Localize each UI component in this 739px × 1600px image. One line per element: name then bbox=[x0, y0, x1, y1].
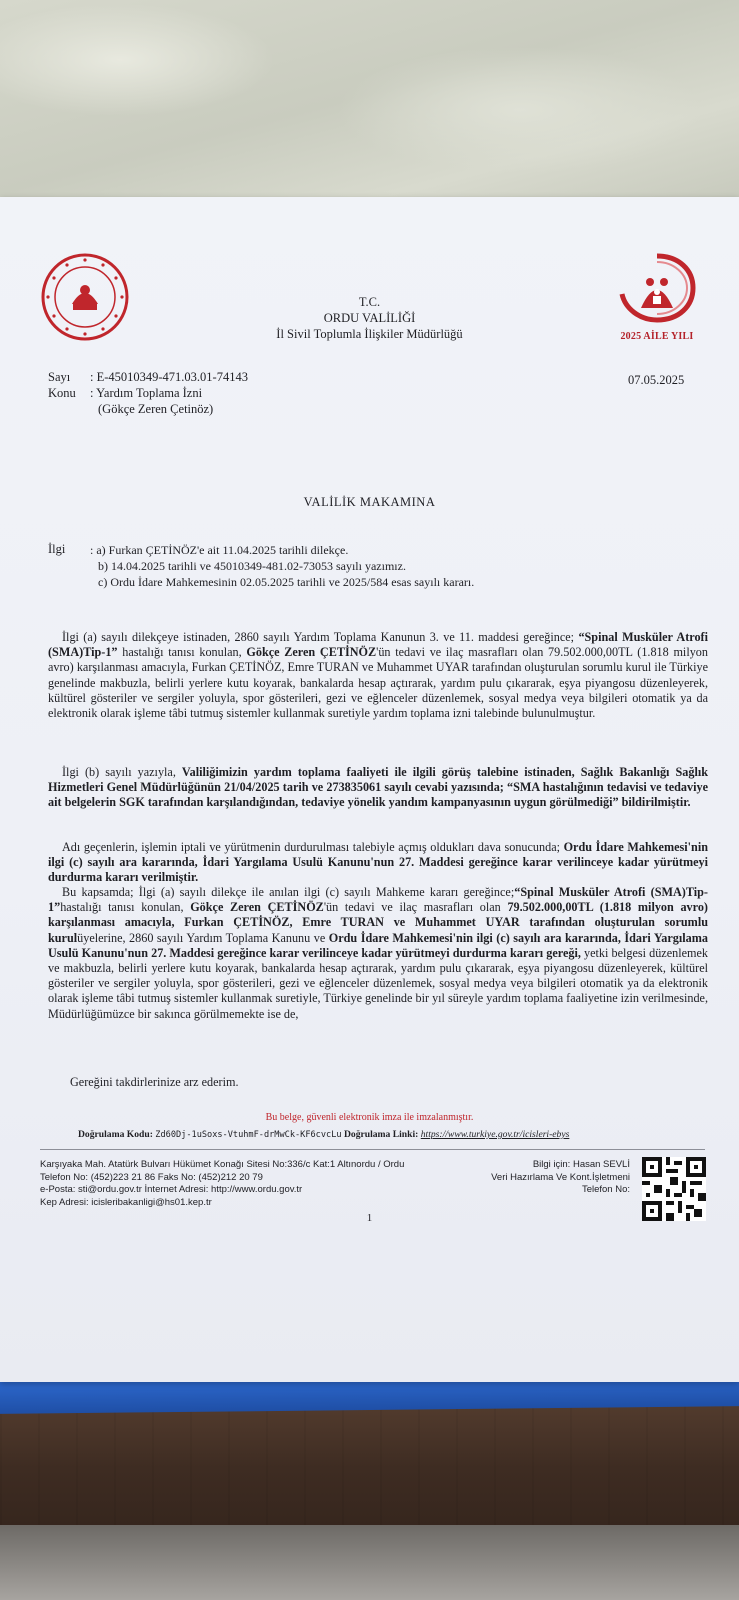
header-mudurluk: İl Sivil Toplumla İlişkiler Müdürlüğü bbox=[276, 327, 463, 341]
footer-address-line: Karşıyaka Mah. Atatürk Bulvarı Hükümet Konağı Sitesi No:336/c Kat:1 Altınordu / Ordu bbox=[40, 1159, 405, 1170]
addressee: VALİLİK MAKAMINA bbox=[303, 495, 436, 509]
paragraph-3: Adı geçenlerin, işlemin iptali ve yürütmenin durdurulması talebiyle açmış oldukları dava sonucunda; Ordu İdare Mahkemesi'nin ilgi (c) sayılı ara kararında, İdari Yargılama Usulü Kanunu'nun 27. Maddesi gereğince karar verilinceye kadar yürütmeyi durdurma kararı verilmiştir. bbox=[48, 840, 708, 885]
footer-email-line: e-Posta: sti@ordu.gov.tr İnternet Adresi: http://www.ordu.gov.tr bbox=[40, 1184, 303, 1195]
ilgi-item-b: b) 14.04.2025 tarihli ve 45010349-481.02-73053 sayılı yazımız. bbox=[98, 559, 406, 573]
paragraph-2: İlgi (b) sayılı yazıyla, Valiliğimizin yardım toplama faaliyeti ile ilgili görüş talebine istinaden, Sağlık Bakanlığı Sağlık Hizmetleri Genel Müdürlüğünün 21/04/2025 tarih ve 273835061 sayılı cevabi yazısında; “SMA hastalığının tedavisi ve tedaviye ait belgelerin SGK tarafından karşılandığından, tedaviye yönelik yandım kampanyasının uygun görülmediği” bildirilmiştir. bbox=[48, 765, 708, 810]
ilgi-item-c: c) Ordu İdare Mahkemesinin 02.05.2025 tarihli ve 2025/584 esas sayılı kararı. bbox=[98, 575, 475, 589]
sayi-value: : E-45010349-471.03.01-74143 bbox=[90, 370, 248, 384]
esign-note: Bu belge, güvenli elektronik imza ile imzalanmıştır. bbox=[265, 1112, 474, 1123]
footer-phone-label: Telefon No: bbox=[581, 1184, 630, 1195]
paragraph-1: İlgi (a) sayılı dilekçeye istinaden, 2860 sayılı Yardım Toplama Kanunun 3. ve 11. maddesi gereğince; “Spinal Musküler Atrofi (SMA)Tip-1” hastalığı tanısı konulan, Gökçe Zeren ÇETİNÖZ'ün tedavi ve ilaç masrafları olan 79.502.000,00TL (1.818 milyon avro) karşılanması amacıyla, Furkan ÇETİNÖZ, Emre TURAN ve Muhammet UYAR tarafından oluşturulan sorumlu kurul ile Türkiye genelinde makbuzla, belirli yerlere kutu koyarak, bankalarda hesap açtırarak, yardım pulu çıkararak, eşya piyangosu düzenleyerek, kültürel gösteriler ve sergiler yoluyla, spor gösterileri, gezi ve eğlenceler düzenlemek, sosyal medya veya bilgileri otomatik ya da elektronik olarak işleme tâbi tutmuş sistemler kullanmak suretiyle yardım toplama izni talebinde bulunulmuştur. bbox=[48, 630, 708, 721]
aile-yili-label: 2025 AİLE YILI bbox=[620, 331, 694, 342]
footer-role-line: Veri Hazırlama Ve Kont.İşletmeni bbox=[491, 1171, 630, 1183]
official-letter bbox=[0, 197, 739, 1382]
footer-kep-line: Kep Adresi: icisleribakanligi@hs01.kep.tr bbox=[40, 1196, 212, 1208]
konu-value-2: (Gökçe Zeren Çetinöz) bbox=[98, 402, 214, 416]
ilgi-item-a: : a) Furkan ÇETİNÖZ'e ait 11.04.2025 tarihli dilekçe. bbox=[90, 543, 349, 557]
konu-label: Konu bbox=[48, 386, 76, 400]
verify-link[interactable]: https://www.turkiye.gov.tr/icisleri-ebys bbox=[420, 1129, 570, 1140]
header-valilik: ORDU VALİLİĞİ bbox=[323, 311, 416, 325]
page-number: 1 bbox=[366, 1212, 373, 1224]
footer-address bbox=[40, 1159, 404, 1209]
footer-contact bbox=[440, 1159, 630, 1197]
verification-line bbox=[78, 1129, 569, 1140]
document-date: 07.05.2025 bbox=[628, 373, 685, 387]
sayi-label: Sayı bbox=[48, 370, 71, 384]
floor-background bbox=[0, 1525, 739, 1600]
header-tc: T.C. bbox=[358, 295, 381, 309]
verify-code-label: Doğrulama Kodu: bbox=[78, 1129, 153, 1140]
ilgi-label: İlgi bbox=[48, 542, 66, 556]
paragraph-4: Bu kapsamda; İlgi (a) sayılı dilekçe ile anılan ilgi (c) sayılı Mahkeme kararı gereğince;“Spinal Musküler Atrofi (SMA)Tip-1”hastalığı tanısı konulan, Gökçe Zeren ÇETİNÖZ'ün tedavi ve ilaç masrafları olan 79.502.000,00TL (1.818 milyon avro) karşılanması amacıyla, Furkan ÇETİNÖZ, Emre TURAN ve Muhammet UYAR tarafından oluşturulan sorumlu kurulüyelerine, 2860 sayılı Yardım Toplama Kanunu ve Ordu İdare Mahkemesi'nin ilgi (c) sayılı ara kararında, İdari Yargılama Usulü Kanunu'nun 27. Maddesi gereğince karar verilinceye kadar yürütmeyi durdurma kararı gereği, yetki belgesi düzenlemek ve makbuzla, belirli yerlere kutu koyarak, bankalarda hesap açtırarak, yardım pulu çıkararak, eşya piyangosu düzenleyerek, kültürel gösteriler ve sergiler yoluyla, spor gösterileri, gezi ve eğlenceler düzenlemek, sosyal medya veya bilgileri otomatik ya da elektronik olarak işleme tâbi tutmuş sistemler kullanmak suretiyle, Türkiye genelinde bir yıl süreyle yardım toplama faaliyetine izin verilmesinde, Müdürlüğümüzce bir sakınca görülmemekte ise de, bbox=[48, 885, 708, 1021]
konu-value: : Yardım Toplama İzni bbox=[90, 386, 203, 400]
footer-divider bbox=[40, 1149, 705, 1150]
verify-code: Zd60Dj-1uSoxs-VtuhmF-drMwCk-KF6cvcLu bbox=[155, 1130, 342, 1140]
footer-info-line: Bilgi için: Hasan SEVLİ bbox=[532, 1159, 630, 1170]
ilgi-list bbox=[90, 542, 474, 590]
cloth-background bbox=[0, 0, 739, 230]
footer-phone-line: Telefon No: (452)223 21 86 Faks No: (452)212 20 79 bbox=[40, 1171, 263, 1183]
verify-link-label: Doğrulama Linki: bbox=[343, 1129, 419, 1140]
paragraph-closing: Gereğini takdirlerinize arz ederim. bbox=[70, 1075, 239, 1089]
